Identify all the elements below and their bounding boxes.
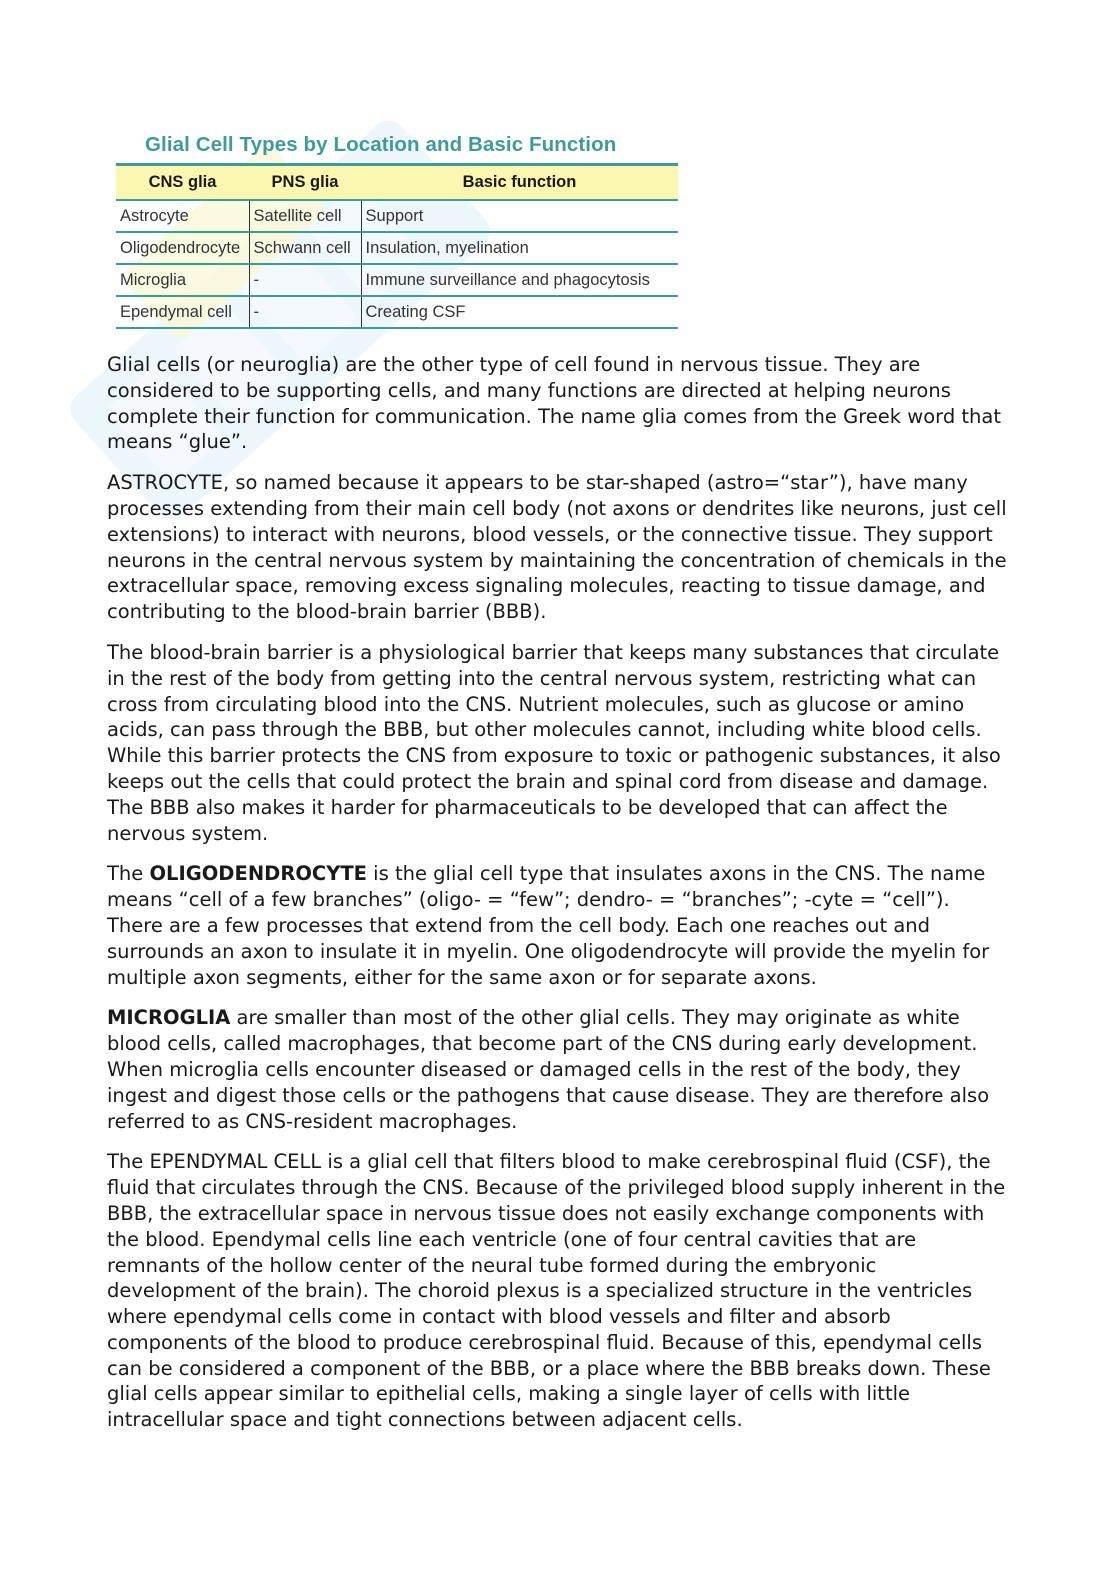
column-header-function: Basic function [361, 165, 678, 201]
document-body [107, 352, 1007, 1448]
table-cell: Creating CSF [361, 296, 678, 328]
table-cell: - [249, 264, 361, 296]
table-cell: Satellite cell [249, 200, 361, 232]
column-header-pns: PNS glia [249, 165, 361, 201]
table-cell: Oligodendrocyte [116, 232, 249, 264]
term-microglia: MICROGLIA [107, 1006, 231, 1030]
paragraph-intro [107, 352, 1007, 455]
glial-cell-table-figure [116, 133, 678, 329]
paragraph-prefix: The [107, 862, 150, 886]
figure-title: Glial Cell Types by Location and Basic Function [145, 133, 617, 156]
term-oligodendrocyte: OLIGODENDROCYTE [149, 862, 367, 886]
paragraph-bbb [107, 640, 1007, 846]
paragraph-text: ASTROCYTE, so named because it appears to be star-shaped (astro=“star”), have many processes extending from their main cell body (not axons or dendrites like neurons, just cell extensions) to interact with neurons, blood vessels, or the connective tissue. They support neurons in the central nervous system by maintaining the concentration of chemicals in the extracellular space, removing excess signaling molecules, reacting to tissue damage, and contributing to the blood-brain barrier (BBB). [107, 471, 1007, 624]
table-row [116, 232, 678, 264]
paragraph-astrocyte [107, 470, 1007, 625]
glial-cell-table [116, 163, 678, 329]
table-cell: Schwann cell [249, 232, 361, 264]
table-cell: Astrocyte [116, 200, 249, 232]
table-cell: Ependymal cell [116, 296, 249, 328]
table-row [116, 296, 678, 328]
table-row [116, 264, 678, 296]
paragraph-oligodendrocyte [107, 861, 1007, 990]
paragraph-microglia [107, 1005, 1007, 1134]
table-cell: Support [361, 200, 678, 232]
table-cell: Microglia [116, 264, 249, 296]
table-header-row [116, 165, 678, 201]
table-cell: Immune surveillance and phagocytosis [361, 264, 678, 296]
table-cell: - [249, 296, 361, 328]
paragraph-text: The EPENDYMAL CELL is a glial cell that filters blood to make cerebrospinal fluid (CSF), the fluid that circulates through the CNS. Because of the privileged blood supply inherent in the BBB, the extracellular space in nervous tissue does not easily exchange components with the blood. Ependymal cells line each ventricle (one of four central cavities that are remnants of the hollow center of the neural tube formed during the embryonic development of the brain). The choroid plexus is a specialized structure in the ventricles where ependymal cells come in contact with blood vessels and filter and absorb components of the blood to produce cerebrospinal fluid. Because of this, ependymal cells can be considered a component of the BBB, or a place where the BBB breaks down. These glial cells appear similar to epithelial cells, making a single layer of cells with little intracellular space and tight connections between adjacent cells. [107, 1150, 1006, 1432]
paragraph-text: The blood-brain barrier is a physiological barrier that keeps many substances that circulate in the rest of the body from getting into the central nervous system, restricting what can cross from circulating blood into the CNS. Nutrient molecules, such as glucose or amino acids, can pass through the BBB, but other molecules cannot, including white blood cells. While this barrier protects the CNS from exposure to toxic or pathogenic substances, it also keeps out the cells that could protect the brain and spinal cord from disease and damage. The BBB also makes it harder for pharmaceuticals to be developed that can affect the nervous system. [107, 640, 1001, 845]
paragraph-text: are smaller than most of the other glial cells. They may originate as white blood cells, called macrophages, that become part of the CNS during early development. When microglia cells encounter diseased or damaged cells in the rest of the body, they ingest and digest those cells or the pathogens that cause disease. They are therefore also referred to as CNS-resident macrophages. [107, 1006, 990, 1133]
paragraph-text: is the glial cell type that insulates axons in the CNS. The name means “cell of a few branches” (oligo- = “few”; dendro- = “branches”; -cyte = “cell”). There are a few processes that extend from the cell body. Each one reaches out and surrounds an axon to insulate it in myelin. One oligodendrocyte will provide the myelin for multiple axon segments, either for the same axon or for separate axons. [107, 862, 990, 989]
paragraph-ependymal [107, 1149, 1007, 1433]
table-row [116, 200, 678, 232]
column-header-cns: CNS glia [116, 165, 249, 201]
paragraph-text: Glial cells (or neuroglia) are the other type of cell found in nervous tissue. They are considered to be supporting cells, and many functions are directed at helping neurons complete their function for communication. The name glia comes from the Greek word that means “glue”. [107, 353, 1002, 454]
table-cell: Insulation, myelination [361, 232, 678, 264]
